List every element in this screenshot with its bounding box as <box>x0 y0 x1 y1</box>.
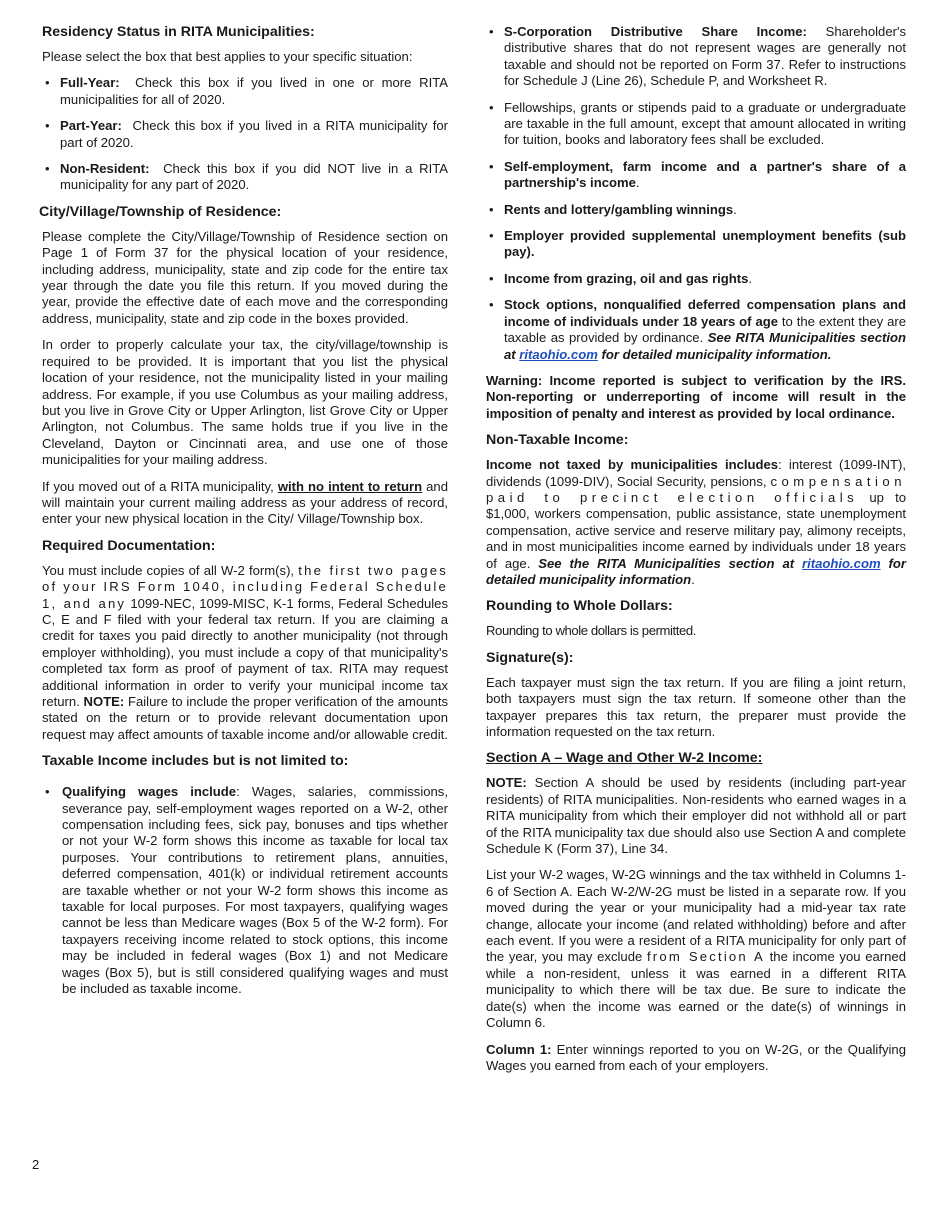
taxable-list-continued <box>486 24 906 363</box>
rounding-heading: Rounding to Whole Dollars: <box>486 598 673 615</box>
signature-heading: Signature(s): <box>486 649 574 666</box>
residency-intro: Please select the box that best applies to your specific situation: <box>42 49 413 64</box>
left-column <box>39 24 448 1008</box>
list-item: • Stock options, nonqualified deferred compensation plans and income of individuals under 18 years of age to the extent they are taxable as provided by ordinance. See RITA Municipalities section at ritaohio.com for detailed municipality information. <box>486 297 906 363</box>
rounding-text: Rounding to whole dollars is permitted. <box>486 623 697 639</box>
list-item: • Income from grazing, oil and gas rights. <box>486 271 906 287</box>
list-item: • Non-Resident: Check this box if you did NOT live in a RITA municipality for any part of 2020. <box>42 161 448 194</box>
city-heading: City/Village/Township of Residence: <box>39 203 282 220</box>
signature-text: Each taxpayer must sign the tax return. If you are filing a joint return, both taxpayers must sign the tax return. If someone other than the taxpayer prepares this tax return, the preparer must provide the information requested on the tax return. <box>486 674 906 739</box>
taxable-list <box>42 784 448 997</box>
section-a-paragraph-1: NOTE: Section A should be used by residents (including part-year residents) of RITA municipalities. Non-residents who earned wages in a RITA municipality from which their employer did not withhold all or part of the RITA municipality tax due should also use Section A and complete Schedule K (Form 37), Line 34. <box>486 775 906 857</box>
city-paragraph-1: Please complete the City/Village/Township of Residence section on Page 1 of Form 37 for the physical location of your residence, including address, municipality, state and zip code for the entire tax year through the date you file this return. If you moved during the year, provide the effective date of each move and the corresponding address, municipality, state and zip code in the boxes provided. <box>42 228 448 326</box>
city-paragraph-2: In order to properly calculate your tax, the city/village/township is required to be provided. It is important that you list the physical location of your residence, not the municipality listed in your mailing address. For example, if you use Columbus as your mailing address, but you live in Grove City or Upper Arlington, list Grove City or Upper Arlington, not Columbus. The same holds true if you live in the Cleveland, Dayton or Cincinnati area, and use one of those municipalities for your mailing address. <box>42 337 448 468</box>
list-item: • Fellowships, grants or stipends paid to a graduate or undergraduate are taxable in the full amount, except that amount allocated in writing for tuition, books and laboratory fees shall be excluded. <box>486 100 906 149</box>
section-a-paragraph-2: List your W-2 wages, W-2G winnings and the tax withheld in Columns 1-6 of Section A. Each W-2/W-2G must be listed in a separate row. If you moved during the year or your municipality had a mid-year tax rate change, allocate your income (and related withholding) before and after each event. If you were a resident of a RITA municipality for only part of the year, you may exclude from Section A the income you earned while a non-resident, unless it was earned in a different RITA municipality to which there will be tax due. Be sure to indicate the date(s) when the income was earned or the date(s) of winnings in Column 6. <box>486 867 906 1031</box>
taxable-heading: Taxable Income includes but is not limited to: <box>42 753 349 770</box>
right-column <box>486 24 906 1084</box>
list-item: • Part-Year: Check this box if you lived in a RITA municipality for part of 2020. <box>42 118 448 151</box>
list-item: • Rents and lottery/gambling winnings. <box>486 202 906 218</box>
ritaohio-link[interactable]: ritaohio.com <box>519 346 598 362</box>
list-item: • Full-Year: Check this box if you lived in one or more RITA municipalities for all of 2020. <box>42 75 448 108</box>
ritaohio-link[interactable]: ritaohio.com <box>802 555 881 571</box>
list-item: • Employer provided supplemental unemployment benefits (sub pay). <box>486 228 906 261</box>
nontaxable-heading: Non-Taxable Income: <box>486 432 629 449</box>
city-paragraph-3: If you moved out of a RITA municipality, with no intent to return and will maintain your current mailing address as your address of record, enter your new physical location in the City/ Village/Township box. <box>42 478 448 527</box>
nontaxable-paragraph: Income not taxed by municipalities includes: interest (1099-INT), dividends (1099-DIV), Social Security, pensions, compensation paid to precinct election officials up to $1,000, workers compensation, public assistance, state unemployment compensation, active service and reserve military pay, alimony receipts, and in most municipalities income earned by individuals under 18 years of age. See the RITA Municipalities section at ritaohio.com for detailed municipality information. <box>486 457 907 587</box>
list-item: • Qualifying wages include: Wages, salaries, commissions, severance pay, self-employment wages reported on a W-2, other compensation including fees, sick pay, bonuses and tips whether or not your W-2 form shows this income as taxable for local tax purposes. Your contributions to retirement plans, annuities, deferred compensation, 401(k) or individual retirement accounts are taxable whether or not your W-2 form shows this income as taxable for local purposes. For most taxpayers, qualifying wages cannot be less than Medicare wages (Box 5 of the W-2 form). For taxpayers receiving income related to stock options, this income may be included in federal wages (Box 1) and not Medicare wages (Box 5), but is still considered qualifying wages and must be included as taxable income. <box>42 784 448 997</box>
warning-paragraph: Warning: Income reported is subject to verification by the IRS. Non-reporting or underreporting of income will result in the imposition of penalty and interest as provided by local ordinance. <box>486 372 906 421</box>
docs-paragraph: You must include copies of all W-2 form(s), the first two pages of your IRS Form 1040, including Federal Schedule 1, and any 1099-NEC, 1099-MISC, K-1 forms, Federal Schedules C, E and F filed with your federal tax return. If you are claiming a credit for taxes you paid directly to another municipality (not through employer withholding), you must include a copy of that municipality's completed tax form as proof of payment of tax. RITA may request additional information in order to verify your municipal income tax return. NOTE: Failure to include the proper verification of the amounts stated on the return or to provide relevant documentation upon request may affect amounts of taxable income and/or allowable credit. <box>42 562 448 742</box>
page-number: 2 <box>32 1157 40 1172</box>
list-item: • S-Corporation Distributive Share Income: Shareholder's distributive shares that do not represent wages are generally not taxable and should not be reported on Form 37. Refer to instructions for Schedule J (Line 26), Schedule P, and Worksheet R. <box>486 24 906 90</box>
residency-list <box>42 75 448 193</box>
section-a-heading: Section A – Wage and Other W-2 Income: <box>486 750 763 767</box>
residency-heading: Residency Status in RITA Municipalities: <box>42 24 315 40</box>
list-item: • Self-employment, farm income and a partner's share of a partnership's income. <box>486 159 906 192</box>
column-1-paragraph: Column 1: Enter winnings reported to you on W-2G, or the Qualifying Wages you earned from each of your employers. <box>486 1041 906 1073</box>
docs-heading: Required Documentation: <box>42 537 216 554</box>
